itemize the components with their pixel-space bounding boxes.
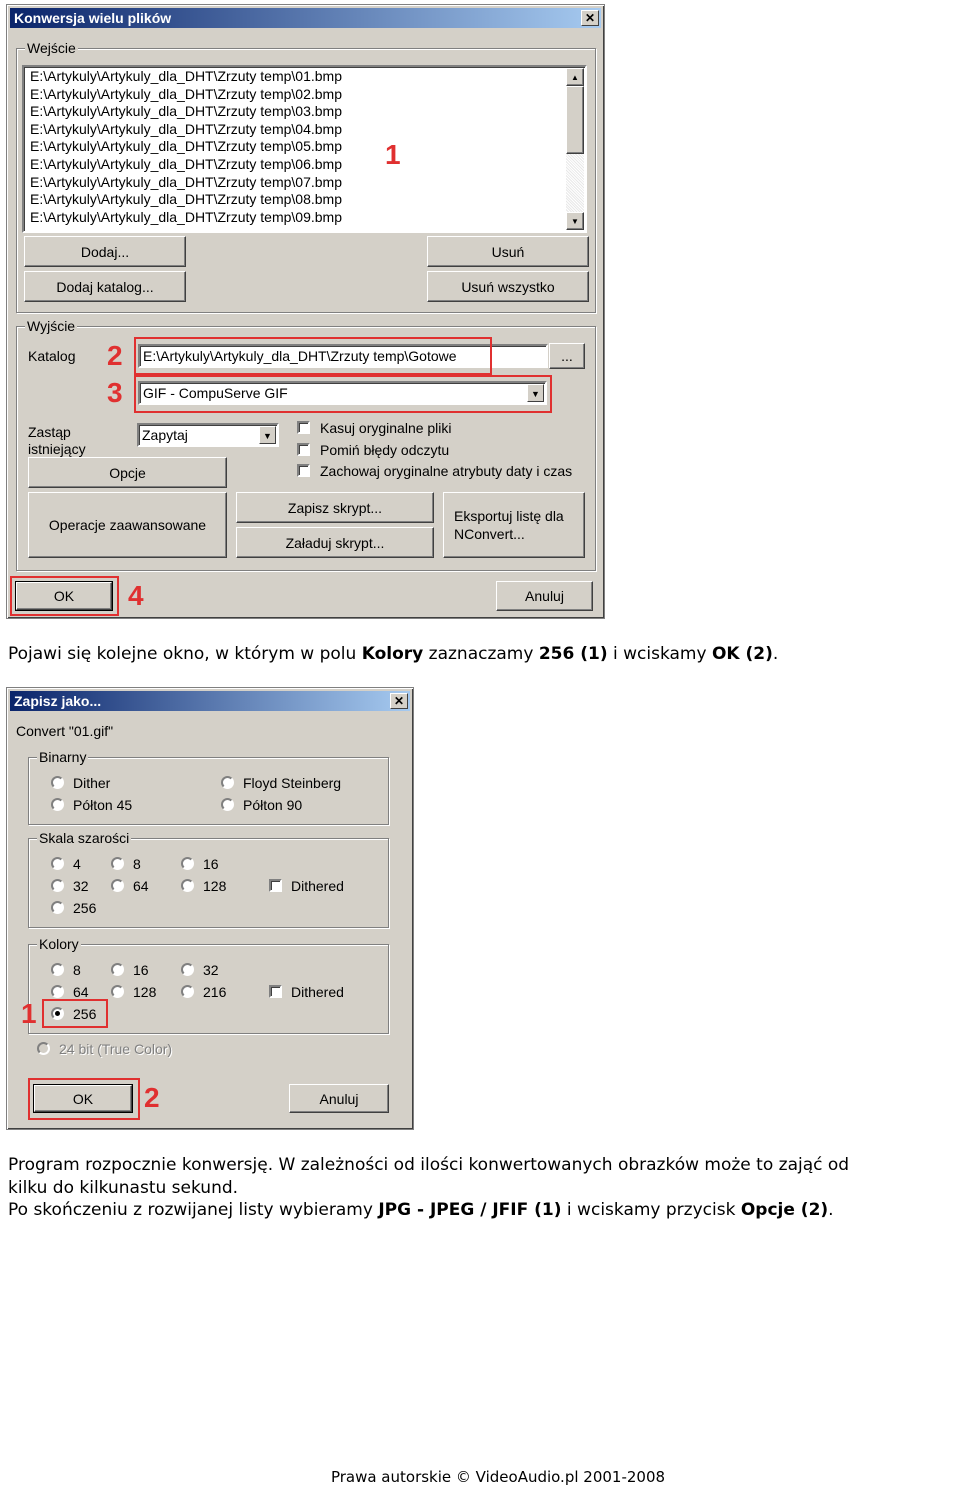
radio-floyd-steinberg[interactable]	[221, 776, 234, 789]
color-dithered-checkbox[interactable]	[269, 985, 282, 998]
scroll-thumb[interactable]	[566, 86, 584, 154]
folder-label: Katalog	[28, 348, 76, 364]
close-icon[interactable]: ✕	[581, 10, 599, 26]
label-truecolor: 24 bit (True Color)	[59, 1041, 173, 1057]
radio-gray-64[interactable]	[111, 879, 124, 892]
label-color-256: 256	[73, 1006, 97, 1022]
delete-originals-checkbox[interactable]	[297, 421, 310, 434]
cancel-button[interactable]: Anuluj	[289, 1084, 389, 1113]
instruction-paragraph-3: kilku do kilkunastu sekund.	[8, 1178, 239, 1198]
file-list-item[interactable]: E:\Artykuly\Artykuly_dla_DHT\Zrzuty temp\07.bmp	[30, 173, 342, 190]
label-gray-16: 16	[203, 856, 219, 872]
radio-color-64[interactable]	[51, 985, 64, 998]
marker-1: 1	[385, 139, 401, 170]
binary-group	[28, 749, 389, 825]
color-dithered-label: Dithered	[291, 984, 344, 1000]
radio-gray-16[interactable]	[181, 857, 194, 870]
skip-errors-checkbox[interactable]	[297, 443, 310, 456]
radio-color-16[interactable]	[111, 963, 124, 976]
replace-select[interactable]	[137, 423, 279, 447]
file-list-item[interactable]: E:\Artykuly\Artykuly_dla_DHT\Zrzuty temp\02.bmp	[30, 85, 342, 102]
para1-text-1: Pojawi się kolejne okno, w którym w polu	[8, 644, 362, 664]
load-script-button[interactable]: Załaduj skrypt...	[236, 527, 434, 558]
para1-bold-1: Kolory	[361, 644, 424, 664]
highlight-256	[42, 999, 108, 1028]
add-folder-button[interactable]: Dodaj katalog...	[24, 271, 186, 302]
label-color-8: 8	[73, 962, 81, 978]
label-gray-32: 32	[73, 878, 89, 894]
keep-attributes-label: Zachowaj oryginalne atrybuty daty i czas	[320, 463, 573, 479]
export-label-1: Eksportuj listę dla	[454, 508, 564, 524]
replace-select-value: Zapytaj	[142, 427, 188, 443]
file-list-item[interactable]: E:\Artykuly\Artykuly_dla_DHT\Zrzuty temp\04.bmp	[30, 120, 342, 137]
label-color-128: 128	[133, 984, 157, 1000]
export-label-2: NConvert...	[454, 526, 525, 542]
radio-halftone-45[interactable]	[51, 798, 64, 811]
file-list-item[interactable]: E:\Artykuly\Artykuly_dla_DHT\Zrzuty temp\05.bmp	[30, 138, 342, 155]
cancel-button[interactable]: Anuluj	[496, 581, 593, 611]
para1-bold-3: OK (2)	[711, 644, 773, 664]
replace-label-1: Zastąp	[28, 424, 71, 440]
remove-all-button[interactable]: Usuń wszystko	[427, 271, 589, 302]
grayscale-group-label: Skala szarości	[39, 830, 130, 846]
binary-group-label: Binarny	[39, 749, 87, 765]
label-gray-64: 64	[133, 878, 149, 894]
replace-label-2: istniejący	[28, 441, 86, 457]
file-list-item[interactable]: E:\Artykuly\Artykuly_dla_DHT\Zrzuty temp\09.bmp	[30, 208, 342, 225]
colors-group-label: Kolory	[39, 936, 79, 952]
label-color-64: 64	[73, 984, 89, 1000]
label-gray-4: 4	[73, 856, 81, 872]
save-script-button[interactable]: Zapisz skrypt...	[236, 492, 434, 523]
file-list-item[interactable]: E:\Artykuly\Artykuly_dla_DHT\Zrzuty temp\06.bmp	[30, 155, 342, 172]
ok-button[interactable]: OK	[34, 1085, 132, 1112]
batch-convert-dialog	[6, 4, 605, 619]
close-icon[interactable]: ✕	[390, 693, 408, 709]
browse-button[interactable]: ...	[549, 343, 585, 369]
label-gray-256: 256	[73, 900, 97, 916]
para4-text-3: .	[828, 1200, 834, 1220]
radio-gray-4[interactable]	[51, 857, 64, 870]
chevron-down-icon[interactable]: ▼	[527, 384, 544, 402]
file-list[interactable]	[22, 65, 587, 233]
ok-button[interactable]: OK	[16, 582, 112, 610]
instruction-paragraph-2: Program rozpocznie konwersję. W zależności od ilości konwertowanych obrazków może to zająć od	[8, 1155, 850, 1175]
para4-bold-2: Opcje (2)	[740, 1200, 829, 1220]
format-select-value: GIF - CompuServe GIF	[143, 385, 288, 401]
label-halftone-90: Półton 90	[243, 797, 303, 813]
para4-text-2: i wciskamy przycisk	[561, 1200, 741, 1220]
instruction-paragraph-1	[8, 643, 778, 666]
para1-bold-2: 256 (1)	[538, 644, 608, 664]
label-color-216: 216	[203, 984, 227, 1000]
gray-dithered-label: Dithered	[291, 878, 344, 894]
radio-color-128[interactable]	[111, 985, 124, 998]
file-list-item[interactable]: E:\Artykuly\Artykuly_dla_DHT\Zrzuty temp\01.bmp	[30, 68, 342, 84]
label-halftone-45: Półton 45	[73, 797, 133, 813]
para4-text-1: Po skończeniu z rozwijanej listy wybieramy	[8, 1200, 379, 1220]
copyright-footer: Prawa autorskie © VideoAudio.pl 2001-2008	[330, 1468, 666, 1486]
output-group-label: Wyjście	[27, 318, 76, 334]
radio-halftone-90[interactable]	[221, 798, 234, 811]
file-list-scrollbar[interactable]	[566, 68, 584, 230]
label-floyd-steinberg: Floyd Steinberg	[243, 775, 342, 791]
para1-text-2: zaznaczamy	[423, 644, 539, 664]
radio-color-8[interactable]	[51, 963, 64, 976]
para1-text-3: i wciskamy	[607, 644, 712, 664]
radio-gray-256[interactable]	[51, 901, 64, 914]
file-list-item[interactable]: E:\Artykuly\Artykuly_dla_DHT\Zrzuty temp\03.bmp	[30, 103, 342, 120]
chevron-down-icon[interactable]: ▼	[259, 426, 276, 444]
advanced-button[interactable]: Operacje zaawansowane	[28, 492, 227, 558]
scroll-down-icon[interactable]: ▼	[566, 212, 584, 230]
keep-attributes-checkbox[interactable]	[297, 464, 310, 477]
para4-bold-1: JPG - JPEG / JFIF (1)	[378, 1200, 562, 1220]
radio-color-216[interactable]	[181, 985, 194, 998]
dialog-title-text: Konwersja wielu plików	[14, 10, 172, 26]
convert-label: Convert "01.gif"	[16, 723, 114, 739]
options-button[interactable]: Opcje	[28, 457, 227, 488]
radio-truecolor[interactable]	[37, 1042, 50, 1055]
delete-originals-label: Kasuj oryginalne pliki	[320, 420, 452, 436]
marker-2: 2	[107, 340, 123, 371]
label-color-16: 16	[133, 962, 149, 978]
radio-gray-128[interactable]	[181, 879, 194, 892]
radio-dither[interactable]	[51, 776, 64, 789]
highlight-folder	[134, 337, 492, 375]
marker-2: 2	[144, 1082, 160, 1113]
dialog-title	[10, 691, 410, 711]
radio-color-32[interactable]	[181, 963, 194, 976]
skip-errors-label: Pomiń błędy odczytu	[320, 442, 450, 458]
label-gray-8: 8	[133, 856, 141, 872]
label-gray-128: 128	[203, 878, 227, 894]
dialog-title	[10, 8, 601, 28]
folder-input[interactable]: E:\Artykuly\Artykuly_dla_DHT\Zrzuty temp\Gotowe	[138, 344, 548, 368]
dialog-title-text: Zapisz jako...	[14, 693, 102, 709]
radio-gray-8[interactable]	[111, 857, 124, 870]
highlight-ok	[28, 1078, 140, 1120]
file-list-item[interactable]: E:\Artykuly\Artykuly_dla_DHT\Zrzuty temp\08.bmp	[30, 191, 342, 208]
scroll-up-icon[interactable]: ▲	[566, 68, 584, 86]
label-dither: Dither	[73, 775, 111, 791]
export-nconvert-button[interactable]	[443, 492, 585, 558]
highlight-ok	[10, 576, 119, 616]
highlight-format	[134, 375, 552, 413]
label-color-32: 32	[203, 962, 219, 978]
radio-gray-32[interactable]	[51, 879, 64, 892]
marker-3: 3	[107, 377, 123, 408]
gray-dithered-checkbox[interactable]	[269, 879, 282, 892]
remove-button[interactable]: Usuń	[427, 236, 589, 267]
save-as-dialog	[6, 687, 414, 1130]
para1-text-4: .	[772, 644, 779, 664]
marker-4: 4	[128, 580, 144, 611]
marker-1: 1	[21, 998, 37, 1029]
add-button[interactable]: Dodaj...	[24, 236, 186, 267]
instruction-paragraph-4	[8, 1199, 834, 1222]
input-group-label: Wejście	[27, 40, 76, 56]
